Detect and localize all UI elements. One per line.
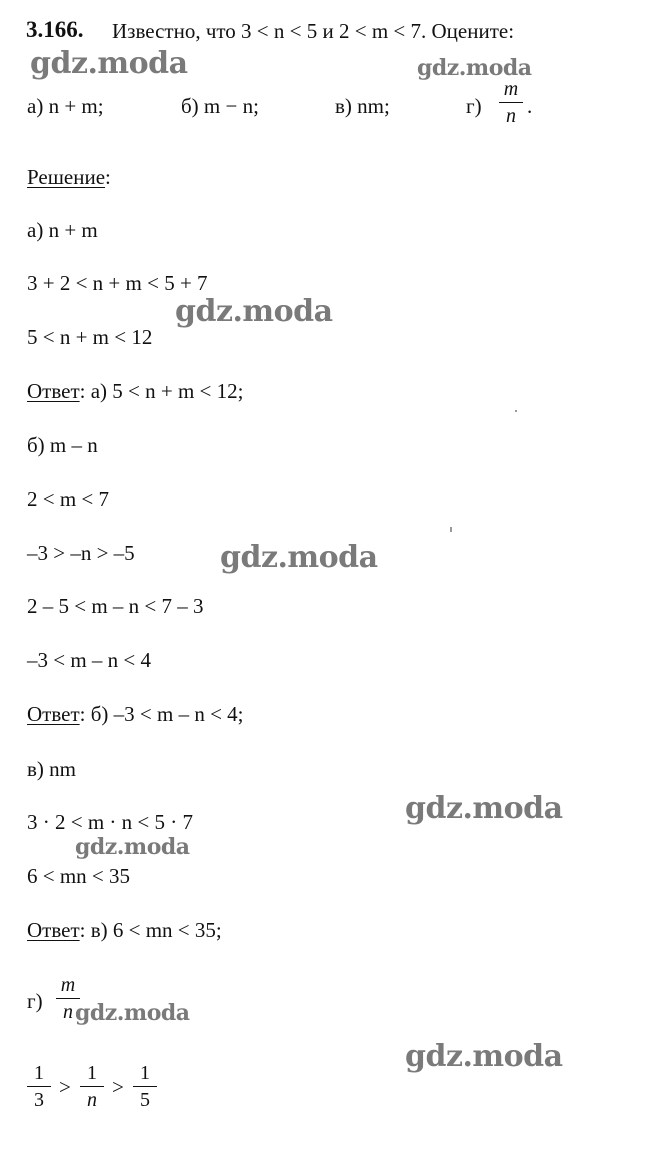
watermark: gdz.moda	[405, 791, 563, 826]
solution-title-word: Решение	[27, 165, 106, 189]
answer-text: : в) 6 < mn < 35;	[79, 918, 222, 942]
fraction-denominator: n	[87, 1089, 97, 1111]
part-b-line-3: 2 – 5 < m – n < 7 – 3	[27, 594, 204, 618]
watermark: gdz.moda	[30, 46, 188, 81]
option-d: г)	[466, 94, 482, 118]
part-c-line-1: 3 · 2 < m · n < 5 · 7	[27, 810, 194, 834]
greater-sign-2: >	[112, 1075, 124, 1099]
option-d-fraction	[498, 78, 524, 127]
watermark: gdz.moda	[220, 540, 378, 575]
solution-title	[27, 165, 111, 189]
fraction-bar	[27, 1086, 51, 1087]
fraction-numerator: m	[60, 974, 76, 996]
fraction-numerator: 1	[87, 1062, 97, 1084]
watermark: gdz.moda	[175, 294, 333, 329]
answer-text: : а) 5 < n + m < 12;	[79, 379, 244, 403]
fraction-one-over-n	[79, 1062, 105, 1111]
problem-number: 3.166.	[26, 17, 84, 42]
watermark: gdz.moda	[417, 55, 532, 81]
fraction-bar	[56, 998, 80, 999]
part-c-heading: в) nm	[27, 757, 76, 781]
part-a-line-2: 5 < n + m < 12	[27, 325, 153, 349]
fraction-bar	[80, 1086, 104, 1087]
fraction-numerator: m	[503, 78, 519, 100]
part-b-line-2: –3 > –n > –5	[27, 541, 135, 565]
part-a-answer	[27, 379, 244, 403]
part-a-heading: а) n + m	[27, 218, 98, 242]
greater-sign-1: >	[59, 1075, 71, 1099]
scan-speck	[515, 410, 517, 412]
scan-speck	[450, 527, 452, 532]
answer-text: : б) –3 < m – n < 4;	[79, 702, 244, 726]
fraction-numerator: 1	[140, 1062, 150, 1084]
part-b-line-1: 2 < m < 7	[27, 487, 110, 511]
fraction-denominator: 3	[34, 1089, 44, 1111]
problem-statement: Известно, что 3 < n < 5 и 2 < m < 7. Оцените:	[112, 19, 515, 43]
part-c-line-2: 6 < mn < 35	[27, 864, 131, 888]
solution-title-colon: :	[105, 165, 111, 189]
option-a: а) n + m;	[27, 94, 104, 118]
fraction-denominator: 5	[140, 1089, 150, 1111]
part-b-answer	[27, 702, 244, 726]
part-a-line-1: 3 + 2 < n + m < 5 + 7	[27, 271, 208, 295]
answer-label: Ответ	[27, 918, 80, 942]
answer-label: Ответ	[27, 379, 80, 403]
part-b-line-4: –3 < m – n < 4	[27, 648, 152, 672]
part-b-heading: б) m – n	[27, 433, 98, 457]
option-c: в) nm;	[335, 94, 390, 118]
part-c-answer	[27, 918, 222, 942]
fraction-denominator: n	[506, 105, 516, 127]
fraction-one-third	[26, 1062, 52, 1111]
part-d-heading: г)	[27, 989, 43, 1013]
fraction-bar	[133, 1086, 157, 1087]
watermark: gdz.moda	[75, 834, 190, 860]
watermark: gdz.moda	[405, 1039, 563, 1074]
fraction-denominator: n	[63, 1001, 73, 1023]
watermark: gdz.moda	[75, 1000, 190, 1026]
fraction-one-fifth	[132, 1062, 158, 1111]
option-d-period: .	[527, 94, 533, 118]
fraction-bar	[499, 102, 523, 103]
option-b: б) m − n;	[181, 94, 259, 118]
fraction-numerator: 1	[34, 1062, 44, 1084]
answer-label: Ответ	[27, 702, 80, 726]
